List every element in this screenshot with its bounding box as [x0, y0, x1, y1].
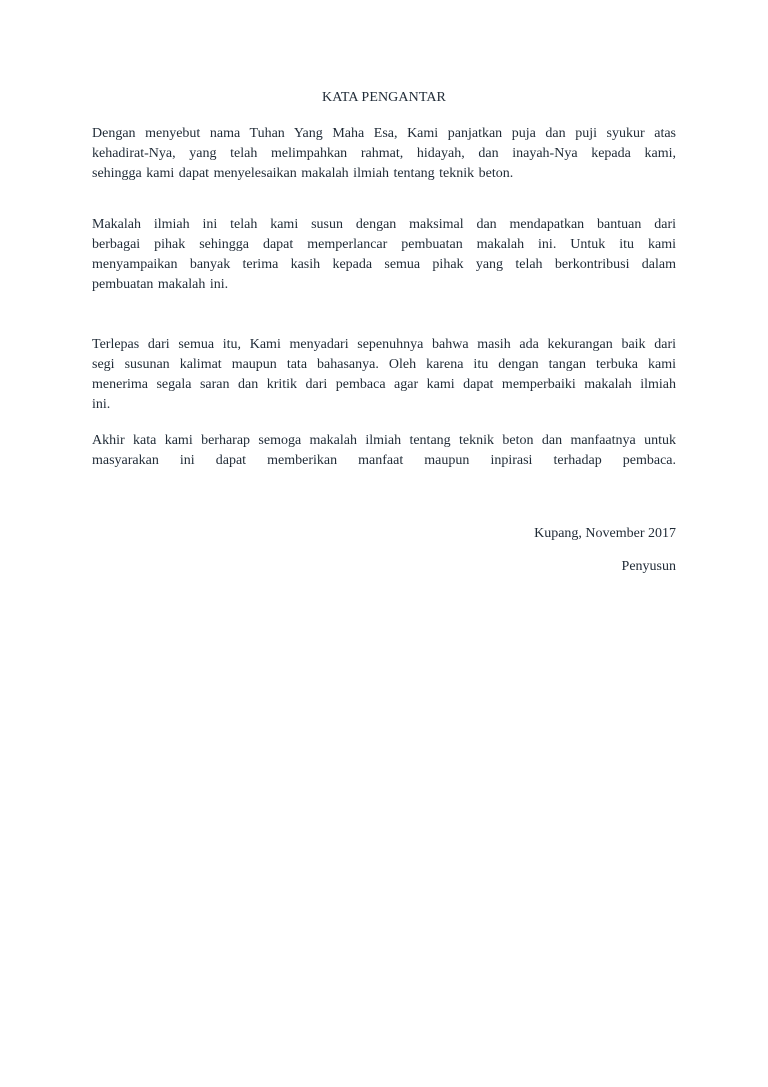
text-line: kehadirat-Nya, yang telah melimpahkan rahmat, hidayah, dan inayah-Nya kepada kami, [92, 146, 676, 161]
text-line: Akhir kata kami berharap semoga makalah ilmiah tentang teknik beton dan manfaatnya untuk [92, 433, 676, 448]
paragraph-acknowledgement [92, 215, 676, 295]
text-line: berbagai pihak sehingga dapat memperlancar pembuatan makalah ini. Untuk itu kami [92, 237, 676, 252]
text-line: Dengan menyebut nama Tuhan Yang Maha Esa, Kami panjatkan puja dan puji syukur atas [92, 126, 676, 141]
paragraph-shortcomings [92, 335, 676, 415]
text-line: Terlepas dari semua itu, Kami menyadari sepenuhnya bahwa masih ada kekurangan baik dari [92, 337, 676, 352]
signature-author: Penyusun [621, 559, 676, 574]
text-line: sehingga kami dapat menyelesaikan makalah ilmiah tentang teknik beton. [92, 166, 514, 181]
paragraph-opening [92, 124, 676, 184]
text-line: ini. [92, 397, 111, 412]
text-line: menyampaikan banyak terima kasih kepada semua pihak yang telah berkontribusi dalam [92, 257, 676, 272]
signature-place-date: Kupang, November 2017 [534, 526, 676, 541]
text-line: menerima segala saran dan kritik dari pembaca agar kami dapat memperbaiki makalah ilmiah [92, 377, 676, 392]
text-line: segi susunan kalimat maupun tata bahasanya. Oleh karena itu dengan tangan terbuka kami [92, 357, 676, 372]
text-line: pembuatan makalah ini. [92, 277, 229, 292]
page-title: KATA PENGANTAR [322, 90, 446, 105]
paragraph-closing [92, 431, 676, 471]
text-line: masyarakan ini dapat memberikan manfaat maupun inpirasi terhadap pembaca. [92, 453, 676, 468]
text-line: Makalah ilmiah ini telah kami susun dengan maksimal dan mendapatkan bantuan dari [92, 217, 676, 232]
